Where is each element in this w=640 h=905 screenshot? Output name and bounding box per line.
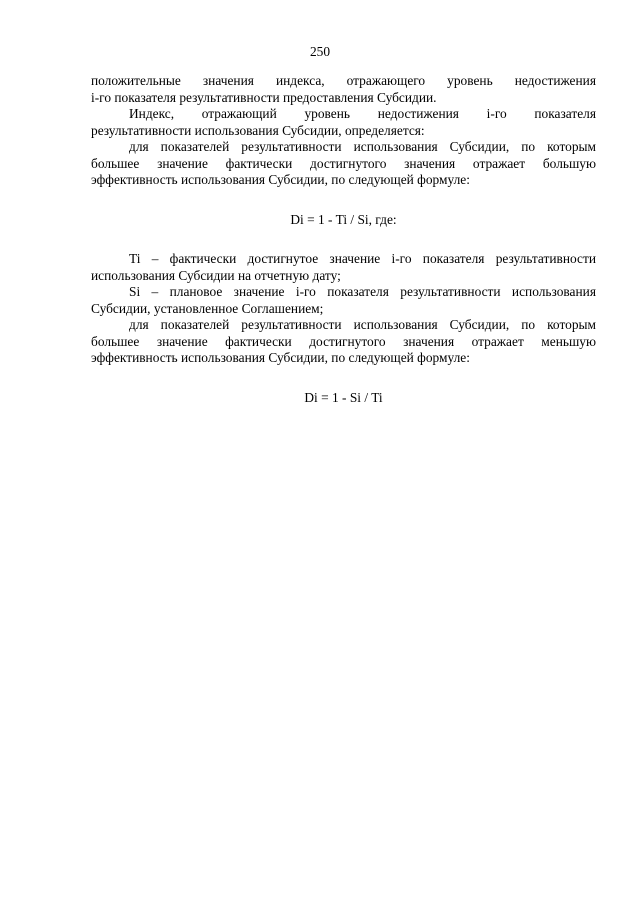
page-number: 250	[309, 44, 331, 59]
text-line: для показателей результативности использования Субсидии, по которым	[129, 139, 596, 154]
text-line: эффективность использования Субсидии, по следующей формуле:	[91, 172, 470, 187]
formula: Di = 1 - Ti / Si, где:	[290, 211, 397, 227]
text-line: Ti – фактически достигнутое значение i-го показателя результативности	[129, 251, 596, 266]
document-body	[91, 73, 596, 406]
spacer	[91, 189, 596, 212]
text-line: большее значение фактически достигнутого значения отражает большую	[91, 155, 596, 171]
text-line: использования Субсидии на отчетную дату;	[91, 267, 341, 283]
spacer	[91, 228, 596, 251]
text-line: Субсидии, установленное Соглашением;	[91, 300, 324, 316]
text-line: большее значение фактически достигнутого значения отражает меньшую	[91, 333, 596, 349]
text-line: для показателей результативности использования Субсидии, по которым	[129, 317, 596, 332]
spacer	[91, 367, 596, 390]
formula: Di = 1 - Si / Ti	[304, 389, 383, 405]
text-line: результативности использования Субсидии, определяется:	[91, 122, 425, 138]
text-line: эффективность использования Субсидии, по следующей формуле:	[91, 350, 470, 365]
text-line: Si – плановое значение i-го показателя результативности использования	[129, 284, 596, 299]
text-line: положительные значения индекса, отражающего уровень недостижения	[91, 73, 596, 88]
text-line: i-го показателя результативности предоставления Субсидии.	[91, 89, 437, 105]
text-line: Индекс, отражающий уровень недостижения i-го показателя	[129, 106, 596, 121]
